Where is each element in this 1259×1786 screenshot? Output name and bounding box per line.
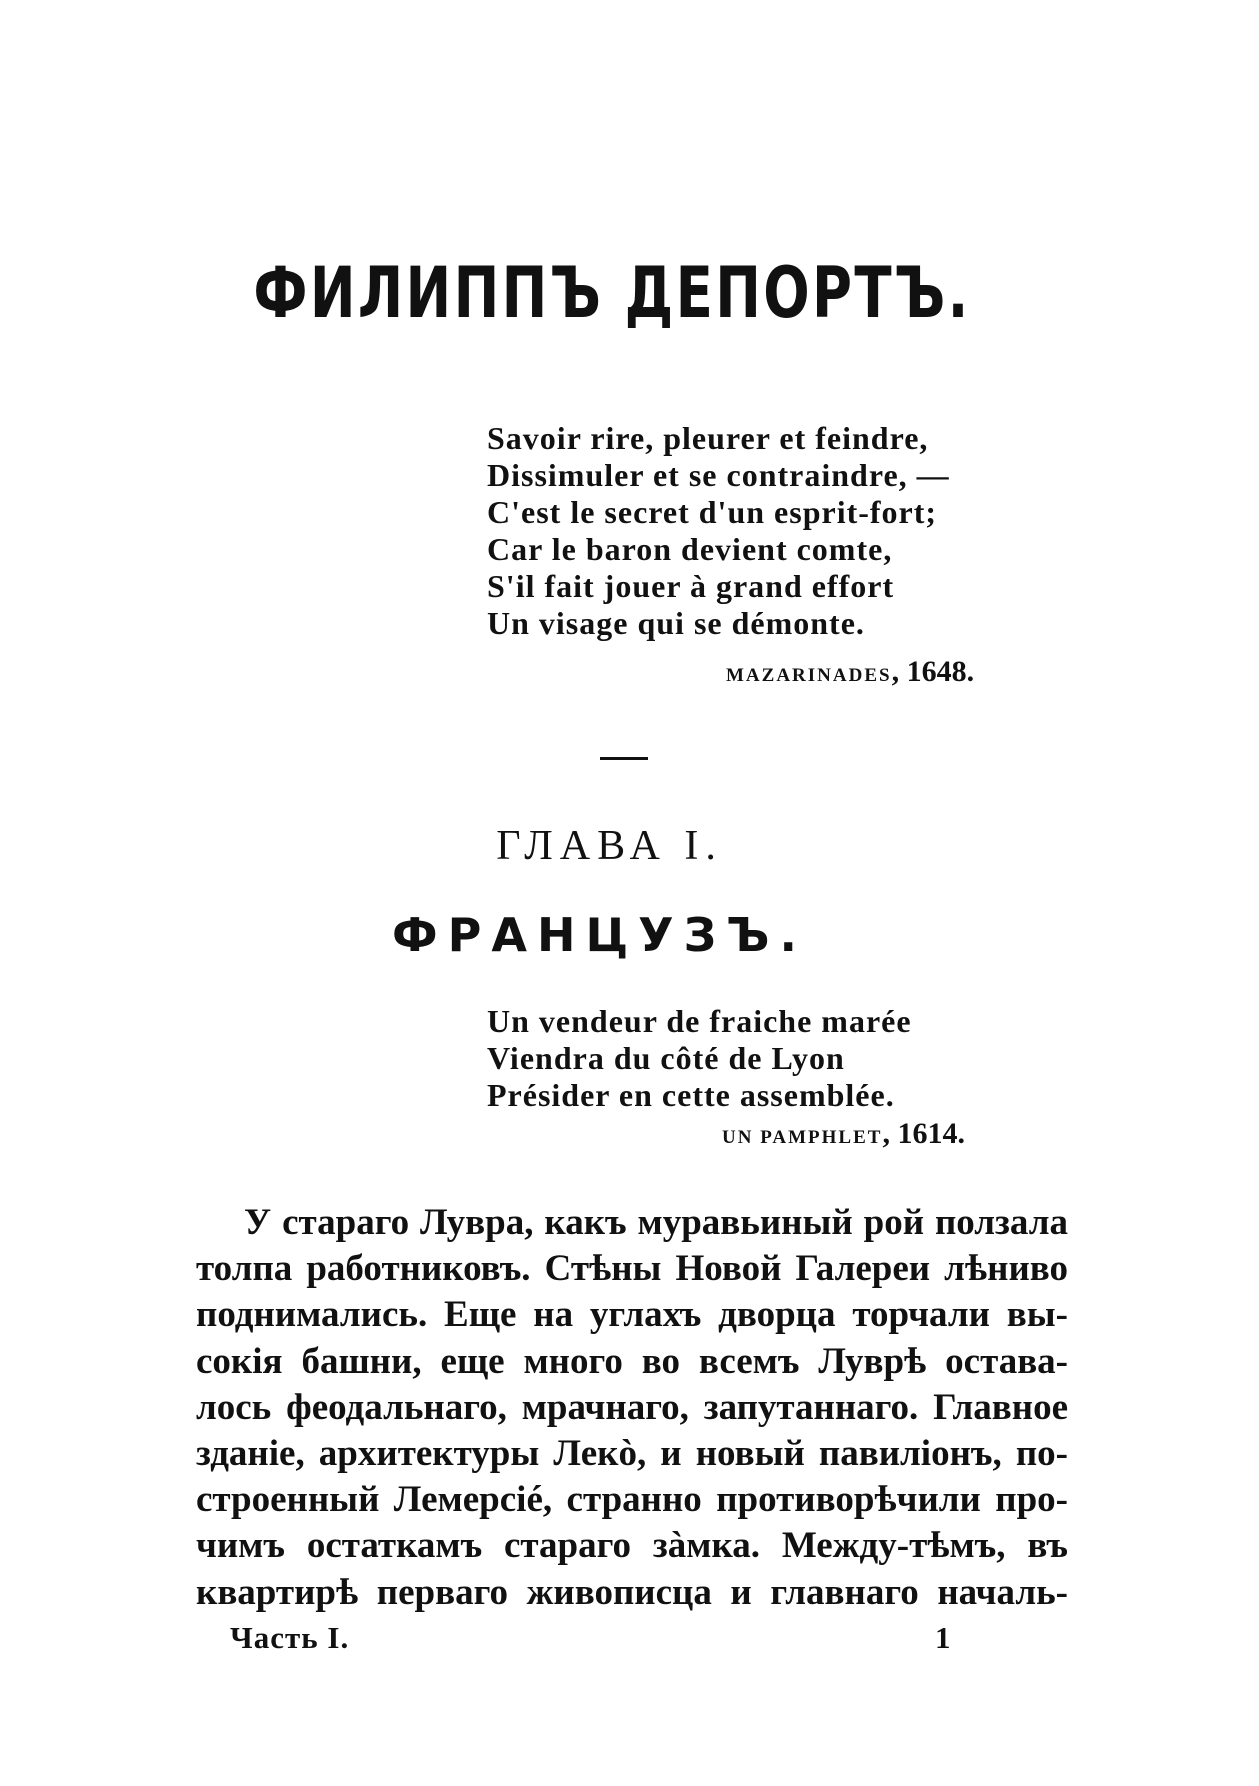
attribution-source: MAZARINADES [726,665,892,686]
chapter-epigraph-verse [487,1003,912,1114]
verse-line: Un visage qui se démonte. [487,605,865,641]
body-line: толпа работниковъ. Стѣны Новой Галереи лѣниво [196,1248,1068,1290]
epigraph-verse [487,420,950,642]
verse-line: Viendra du côté de Lyon [487,1040,845,1076]
signature-mark: Часть I. [230,1620,350,1655]
body-line: лось феодальнаго, мрачнаго, запутаннаго. Главное [196,1386,1068,1428]
body-line: зданіе, архитектуры Лекò, и новый павиліонъ, по- [196,1433,1068,1475]
verse-line: C'est le secret d'un esprit-fort; [487,494,938,530]
page-number: 1 [935,1620,951,1655]
attribution-year: , 1614. [882,1117,965,1150]
separator-rule [600,757,648,760]
attribution-year: , 1648. [891,655,975,688]
attribution-source: UN PAMPHLET [722,1127,883,1148]
verse-line: Savoir rire, pleurer et feindre, [487,420,929,456]
body-line: поднимались. Еще на углахъ дворца торчали вы- [196,1294,1068,1336]
body-line: У стараго Лувра, какъ муравьиный рой ползала [244,1202,1068,1243]
verse-line: Présider en cette assemblée. [487,1077,895,1113]
epigraph-attribution [726,655,974,689]
verse-line: S'il fait jouer à grand effort [487,568,895,604]
chapter-title: ФРАНЦУЗЪ. [392,908,807,962]
body-paragraph [196,1200,1068,1616]
chapter-label: ГЛАВА I. [496,823,723,869]
body-line: сокія башни, еще много во всемъ Луврѣ остава- [196,1340,1068,1382]
verse-line: Un vendeur de fraiche marée [487,1003,912,1039]
page-title: ФИЛИППЪ ДЕПОРТЪ. [253,252,971,334]
verse-line: Dissimuler et se contraindre, — [487,457,950,493]
chapter-epigraph-attribution [722,1117,965,1151]
body-line: квартирѣ перваго живописца и главнаго началь- [196,1571,1068,1613]
body-line: чимъ остаткамъ стараго зàмка. Между-тѣмъ, въ [196,1525,1068,1567]
body-line: строенный Лемерсіé, странно противорѣчили про- [196,1479,1068,1521]
verse-line: Car le baron devient comte, [487,531,893,567]
